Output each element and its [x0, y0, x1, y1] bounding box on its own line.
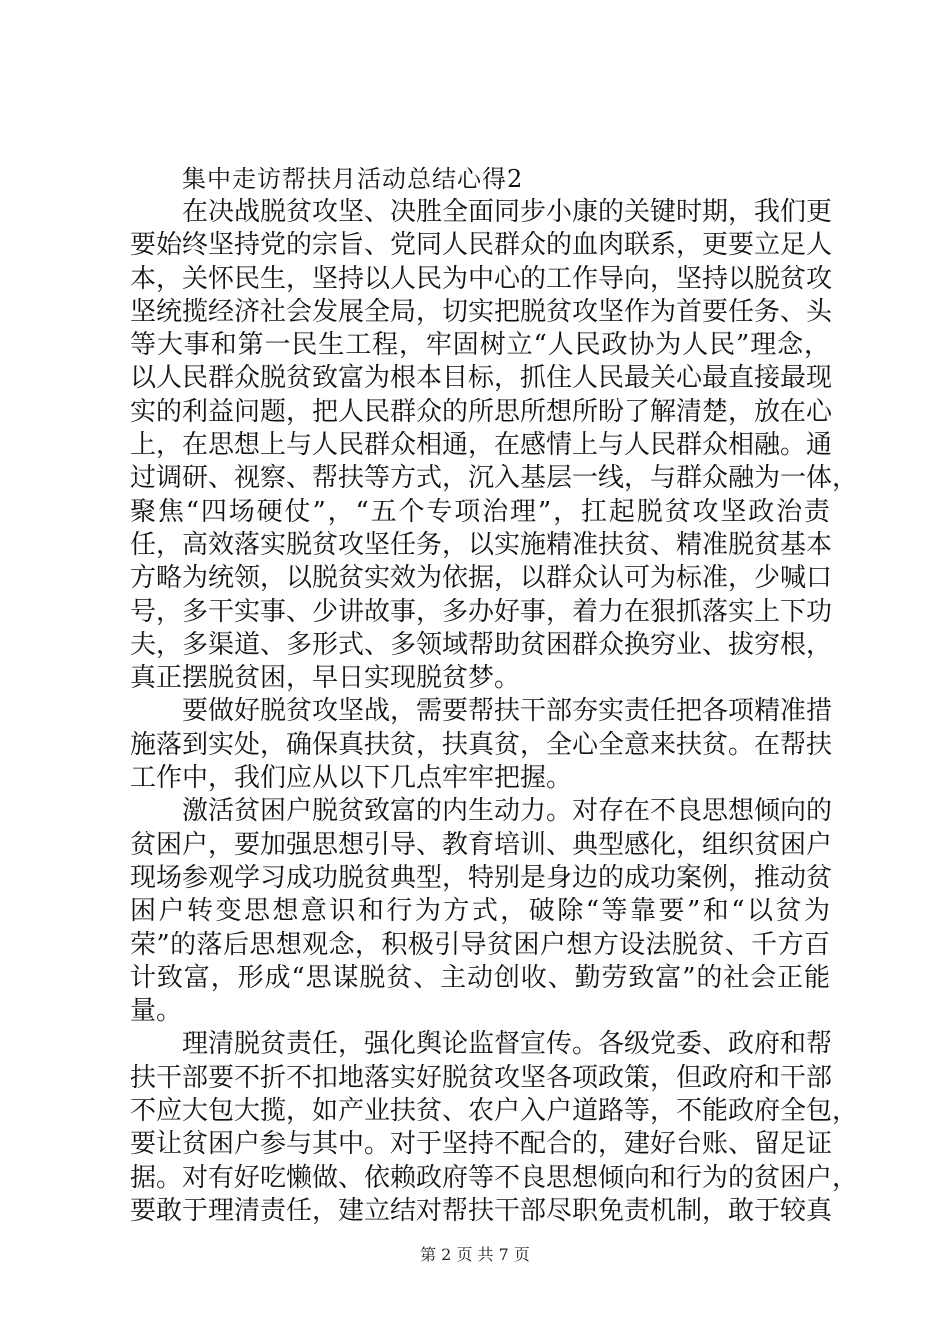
paragraph-line: 号，多干实事、少讲故事，多办好事，着力在狠抓落实上下功 — [130, 596, 833, 627]
paragraph-line: 坚统揽经济社会发展全局，切实把脱贫攻坚作为首要任务、头 — [130, 296, 833, 327]
paragraph-line: 以人民群众脱贫致富为根本目标，抓住人民最关心最直接最现 — [130, 363, 833, 394]
paragraph — [130, 196, 859, 695]
paragraph — [130, 695, 833, 795]
paragraph-line: 上，在思想上与人民群众相通，在感情上与人民群众相融。通 — [130, 430, 833, 461]
paragraph-line: 工作中，我们应从以下几点牢牢把握。 — [130, 763, 573, 794]
paragraph-line: 夫，多渠道、多形式、多领域帮助贫困群众换穷业、拔穷根， — [130, 629, 833, 660]
paragraph-line: 量。 — [130, 996, 183, 1027]
paragraph-line: 真正摆脱贫困，早日实现脱贫梦。 — [130, 663, 521, 694]
paragraph-line: 任，高效落实脱贫攻坚任务，以实施精准扶贫、精准脱贫基本 — [130, 529, 833, 560]
paragraph-line: 荣”的落后思想观念，积极引导贫困户想方设法脱贫、千方百 — [130, 929, 830, 960]
paragraph-line: 施落到实处，确保真扶贫，扶真贫，全心全意来扶贫。在帮扶 — [130, 729, 833, 760]
paragraph-line: 扶干部要不折不扣地落实好脱贫攻坚各项政策，但政府和干部 — [130, 1062, 833, 1093]
paragraph-line: 实的利益问题，把人民群众的所思所想所盼了解清楚，放在心 — [130, 396, 833, 427]
paragraph-line: 计致富，形成“思谋脱贫、主动创收、勤劳致富”的社会正能 — [130, 962, 830, 993]
paragraph-line: 现场参观学习成功脱贫典型，特别是身边的成功案例，推动贫 — [130, 862, 833, 893]
paragraph-line: 要做好脱贫攻坚战，需要帮扶干部夯实责任把各项精准措 — [182, 696, 833, 727]
paragraph-line: 激活贫困户脱贫致富的内生动力。对存在不良思想倾向的 — [182, 796, 833, 827]
paragraph-line: 困户转变思想意识和行为方式，破除“等靠要”和“以贫为 — [130, 896, 830, 927]
paragraph-line: 理清脱贫责任，强化舆论监督宣传。各级党委、政府和帮 — [182, 1029, 833, 1060]
paragraph-line: 方略为统领，以脱贫实效为依据，以群众认可为标准，少喊口 — [130, 563, 833, 594]
paragraph-line: 在决战脱贫攻坚、决胜全面同步小康的关键时期，我们更 — [182, 197, 833, 227]
paragraph-line: 要敢于理清责任，建立结对帮扶干部尽职免责机制，敢于较真 — [130, 1195, 833, 1226]
paragraph-line: 过调研、视察、帮扶等方式，沉入基层一线，与群众融为一体， — [130, 463, 859, 494]
paragraph-line: 要始终坚持党的宗旨、党同人民群众的血肉联系，更要立足人 — [130, 230, 833, 261]
paragraph-line: 不应大包大揽，如产业扶贫、农户入户道路等，不能政府全包， — [130, 1096, 859, 1127]
document-paragraphs — [130, 196, 859, 1228]
document-title: 集中走访帮扶月活动总结心得2 — [182, 165, 524, 193]
paragraph-line: 等大事和第一民生工程，牢固树立“人民政协为人民”理念， — [130, 330, 830, 361]
paragraph — [130, 1028, 859, 1228]
paragraph-line: 据。对有好吃懒做、依赖政府等不良思想倾向和行为的贫困户， — [130, 1162, 859, 1193]
paragraph-line: 要让贫困户参与其中。对于坚持不配合的，建好台账、留足证 — [130, 1129, 833, 1160]
document-body — [130, 163, 859, 1228]
paragraph-line: 本，关怀民生，坚持以人民为中心的工作导向，坚持以脱贫攻 — [130, 263, 833, 294]
page-number: 第 2 页 共 7 页 — [420, 1245, 530, 1264]
paragraph-line: 贫困户，要加强思想引导、教育培训、典型感化，组织贫困户 — [130, 829, 833, 860]
paragraph-line: 聚焦“四场硬仗”，“五个专项治理”，扛起脱贫攻坚政治责 — [130, 496, 830, 527]
paragraph — [130, 795, 833, 1028]
